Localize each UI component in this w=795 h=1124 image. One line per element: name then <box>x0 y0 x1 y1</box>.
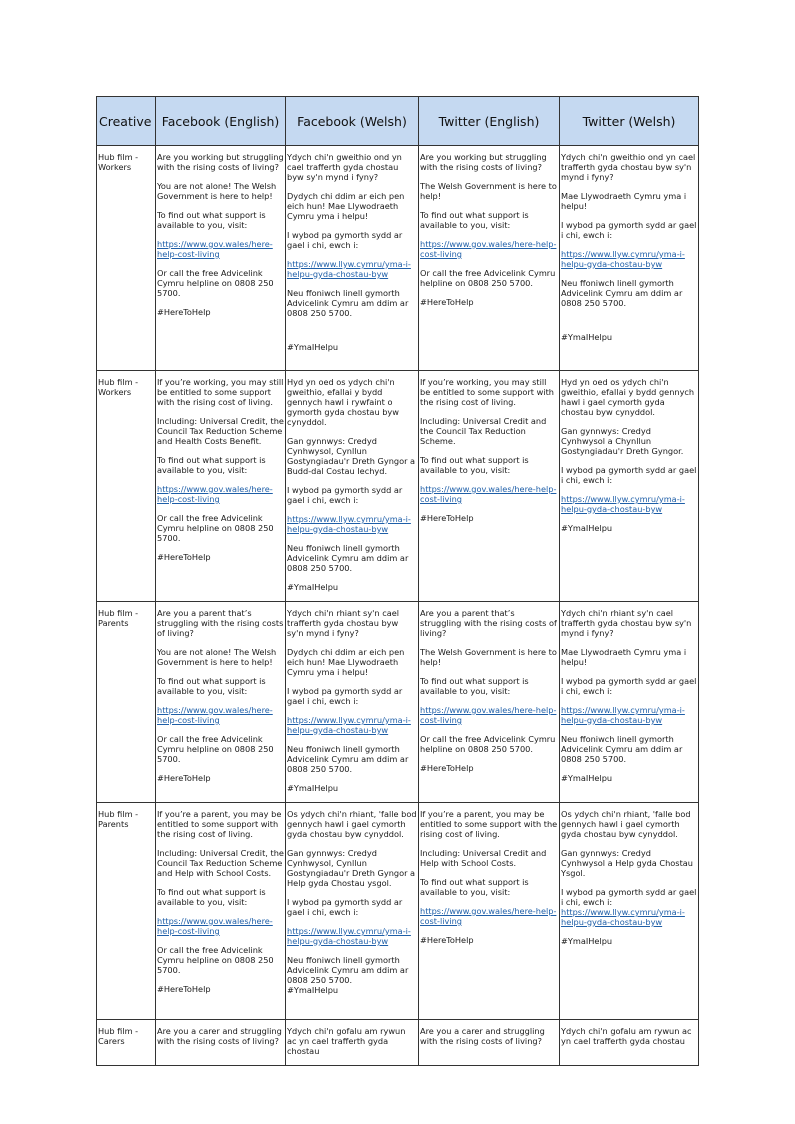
support-link[interactable]: https://www.llyw.cymru/yma-i-helpu-gyda-chostau-byw <box>561 494 685 514</box>
table-row <box>97 803 699 1020</box>
twitter-english-cell <box>419 371 560 602</box>
creative-cell: Hub film - Carers <box>97 1020 156 1066</box>
copy-line: I wybod pa gymorth sydd ar gael i chi, ewch i: <box>561 676 697 696</box>
facebook-welsh-cell <box>286 803 419 1020</box>
creative-cell: Hub film - Parents <box>97 803 156 1020</box>
copy-line: Hyd yn oed os ydych chi'n gweithio, efallai y bydd gennych hawl i gael cymorth gyda chostau byw cynyddol. <box>561 377 695 417</box>
table-row <box>97 602 699 803</box>
hashtag: #YmaIHelpu <box>287 985 339 995</box>
support-link[interactable]: https://www.gov.wales/here-help-cost-living <box>420 484 557 504</box>
copy-line: Neu ffoniwch linell gymorth Advicelink Cymru am ddim ar 0808 250 5700. <box>287 955 409 985</box>
hashtag: #YmaIHelpu <box>561 936 613 946</box>
copy-line: If you’re working, you may still be entitled to some support with the rising cost of living. <box>420 377 554 407</box>
hashtag: #YmaIHelpu <box>561 332 613 342</box>
copy-line: Mae Llywodraeth Cymru yma i helpu! <box>561 647 687 667</box>
copy-line: Os ydych chi'n rhiant, 'falle bod gennych hawl i gael cymorth gyda chostau byw cynyddol. <box>287 809 417 839</box>
support-link[interactable]: https://www.llyw.cymru/yma-i-helpu-gyda-chostau-byw <box>561 249 685 269</box>
document-page <box>96 96 698 1056</box>
header-facebook-english: Facebook (English) <box>156 97 286 146</box>
hashtag: #YmaIHelpu <box>561 773 613 783</box>
copy-line: Gan gynnwys: Credyd Cynhwysol, Cynllun Gostyngiadau'r Dreth Gyngor a Help gyda Chostau ysgol. <box>287 848 416 888</box>
copy-line: Ydych chi'n rhiant sy'n cael trafferth gyda chostau byw sy'n mynd i fyny? <box>287 608 400 638</box>
copy-line: Hyd yn oed os ydych chi'n gweithio, efallai y bydd gennych hawl i rywfaint o gymorth gyda chostau byw cynyddol. <box>287 377 399 427</box>
support-link[interactable]: https://www.llyw.cymru/yma-i-helpu-gyda-chostau-byw <box>287 514 411 534</box>
hashtag: #HereToHelp <box>420 297 474 307</box>
table-row <box>97 1020 699 1066</box>
copy-line: Are you working but struggling with the rising costs of living? <box>420 152 547 172</box>
copy-line: Neu ffoniwch linell gymorth Advicelink Cymru am ddim ar 0808 250 5700. <box>287 288 409 318</box>
hashtag: #HereToHelp <box>157 773 211 783</box>
copy-line: If you’re a parent, you may be entitled to some support with the rising cost of living. <box>420 809 558 839</box>
hashtag: #HereToHelp <box>157 984 211 994</box>
social-copy-table <box>96 96 699 1066</box>
copy-line: To find out what support is available to you, visit: <box>157 455 266 475</box>
twitter-english-cell <box>419 1020 560 1066</box>
copy-line: If you’re a parent, you may be entitled to some support with the rising cost of living. <box>157 809 282 839</box>
copy-line: To find out what support is available to you, visit: <box>420 455 529 475</box>
copy-line: I wybod pa gymorth sydd ar gael i chi, ewch i: <box>287 686 403 706</box>
hashtag: #YmaIHelpu <box>287 582 339 592</box>
twitter-welsh-cell <box>560 371 699 602</box>
hashtag: #HereToHelp <box>157 552 211 562</box>
table-row <box>97 371 699 602</box>
header-twitter-english: Twitter (English) <box>419 97 560 146</box>
copy-line: Neu ffoniwch linell gymorth Advicelink Cymru am ddim ar 0808 250 5700. <box>287 744 409 774</box>
support-link[interactable]: https://www.llyw.cymru/yma-i-helpu-gyda-chostau-byw <box>287 715 411 735</box>
copy-line: Are you a carer and struggling with the rising costs of living? <box>420 1026 545 1046</box>
twitter-welsh-cell <box>560 602 699 803</box>
twitter-english-cell <box>419 602 560 803</box>
copy-line: To find out what support is available to you, visit: <box>420 676 529 696</box>
copy-line: Ydych chi'n rhiant sy'n cael trafferth gyda chostau byw sy'n mynd i fyny? <box>561 608 692 638</box>
copy-line: Neu ffoniwch linell gymorth Advicelink Cymru am ddim ar 0808 250 5700. <box>561 734 683 764</box>
copy-line: Neu ffoniwch linell gymorth Advicelink Cymru am ddim ar 0808 250 5700. <box>561 278 683 308</box>
hashtag: #HereToHelp <box>420 513 474 523</box>
copy-line: The Welsh Government is here to help! <box>420 647 557 667</box>
support-link[interactable]: https://www.llyw.cymru/yma-i-helpu-gyda-chostau-byw <box>287 259 411 279</box>
copy-line: Ydych chi'n gweithio ond yn cael trafferth gyda chostau byw sy'n mynd i fyny? <box>561 152 696 182</box>
support-link[interactable]: https://www.gov.wales/here-help-cost-living <box>157 239 273 259</box>
copy-line: I wybod pa gymorth sydd ar gael i chi, ewch i: <box>287 897 403 917</box>
copy-line: Neu ffoniwch linell gymorth Advicelink Cymru am ddim ar 0808 250 5700. <box>287 543 409 573</box>
hashtag: #HereToHelp <box>420 763 474 773</box>
facebook-welsh-cell <box>286 1020 419 1066</box>
copy-line: To find out what support is available to you, visit: <box>157 210 266 230</box>
copy-line: Dydych chi ddim ar eich pen eich hun! Mae Llywodraeth Cymru yma i helpu! <box>287 647 405 677</box>
support-link[interactable]: https://www.gov.wales/here-help-cost-living <box>157 705 273 725</box>
copy-line: Os ydych chi'n rhiant, 'falle bod gennych hawl i gael cymorth gyda chostau byw cynyddol. <box>561 809 691 839</box>
copy-line: Or call the free Advicelink Cymru helpline on 0808 250 5700. <box>420 268 556 288</box>
copy-line: I wybod pa gymorth sydd ar gael i chi, ewch i: <box>561 887 697 907</box>
copy-line: The Welsh Government is here to help! <box>420 181 557 201</box>
hashtag: #YmaIHelpu <box>561 523 613 533</box>
facebook-english-cell <box>156 602 286 803</box>
copy-line: Or call the free Advicelink Cymru helpline on 0808 250 5700. <box>420 734 556 754</box>
hashtag: #HereToHelp <box>420 935 474 945</box>
copy-line: Ydych chi'n gweithio ond yn cael trafferth gyda chostau byw sy'n mynd i fyny? <box>287 152 402 182</box>
copy-line: Ydych chi'n gofalu am rywun ac yn cael trafferth gyda chostau <box>287 1026 406 1056</box>
copy-line: I wybod pa gymorth sydd ar gael i chi, ewch i: <box>561 465 697 485</box>
creative-cell: Hub film - Parents <box>97 602 156 803</box>
copy-line: Or call the free Advicelink Cymru helpline on 0808 250 5700. <box>157 268 274 298</box>
header-creative: Creative <box>97 97 156 146</box>
facebook-english-cell <box>156 803 286 1020</box>
twitter-english-cell <box>419 146 560 371</box>
facebook-english-cell <box>156 146 286 371</box>
support-link[interactable]: https://www.gov.wales/here-help-cost-living <box>157 916 273 936</box>
copy-line: Gan gynnwys: Credyd Cynhwysol, Cynllun Gostyngiadau'r Dreth Gyngor a Budd-dal Costau Iechyd. <box>287 436 416 476</box>
twitter-welsh-cell <box>560 146 699 371</box>
facebook-english-cell <box>156 371 286 602</box>
hashtag: #YmaIHelpu <box>287 342 339 352</box>
copy-line: Are you a parent that’s struggling with the rising costs of living? <box>157 608 284 638</box>
copy-line: Gan gynnwys: Credyd Cynhwysol a Chynllun Gostyngiadau'r Dreth Gyngor. <box>561 426 684 456</box>
copy-line: Mae Llywodraeth Cymru yma i helpu! <box>561 191 687 211</box>
copy-line: Or call the free Advicelink Cymru helpline on 0808 250 5700. <box>157 945 274 975</box>
support-link[interactable]: https://www.gov.wales/here-help-cost-living <box>420 705 557 725</box>
facebook-welsh-cell <box>286 371 419 602</box>
copy-line: To find out what support is available to you, visit: <box>420 210 529 230</box>
hashtag: #YmaIHelpu <box>287 783 339 793</box>
copy-line: I wybod pa gymorth sydd ar gael i chi, ewch i: <box>287 485 403 505</box>
copy-line: To find out what support is available to you, visit: <box>157 887 266 907</box>
copy-line: You are not alone! The Welsh Government is here to help! <box>157 181 277 201</box>
support-link[interactable]: https://www.gov.wales/here-help-cost-living <box>157 484 273 504</box>
copy-line: Or call the free Advicelink Cymru helpline on 0808 250 5700. <box>157 734 274 764</box>
copy-line: Ydych chi'n gofalu am rywun ac yn cael trafferth gyda chostau <box>561 1026 692 1046</box>
support-link[interactable]: https://www.llyw.cymru/yma-i-helpu-gyda-chostau-byw <box>287 926 411 946</box>
facebook-welsh-cell <box>286 146 419 371</box>
creative-cell: Hub film - Workers <box>97 371 156 602</box>
copy-line: Are you a parent that’s struggling with the rising costs of living? <box>420 608 557 638</box>
facebook-english-cell <box>156 1020 286 1066</box>
support-link[interactable]: https://www.gov.wales/here-help-cost-living <box>420 906 557 926</box>
hashtag: #HereToHelp <box>157 307 211 317</box>
copy-line: If you’re working, you may still be entitled to some support with the rising cost of living. <box>157 377 284 407</box>
copy-line: I wybod pa gymorth sydd ar gael i chi, ewch i: <box>561 220 697 240</box>
header-row <box>97 97 699 146</box>
copy-line: Including: Universal Credit and Help with School Costs. <box>420 848 547 868</box>
copy-line: You are not alone! The Welsh Government is here to help! <box>157 647 277 667</box>
facebook-welsh-cell <box>286 602 419 803</box>
support-link[interactable]: https://www.llyw.cymru/yma-i-helpu-gyda-chostau-byw <box>561 705 685 725</box>
copy-line: To find out what support is available to you, visit: <box>420 877 529 897</box>
copy-line: Including: Universal Credit, the Council Tax Reduction Scheme and Help with School Costs. <box>157 848 284 878</box>
creative-cell: Hub film - Workers <box>97 146 156 371</box>
copy-line: Are you a carer and struggling with the rising costs of living? <box>157 1026 282 1046</box>
copy-line: Including: Universal Credit and the Council Tax Reduction Scheme. <box>420 416 547 446</box>
twitter-welsh-cell <box>560 803 699 1020</box>
copy-line: Or call the free Advicelink Cymru helpline on 0808 250 5700. <box>157 513 274 543</box>
copy-line: I wybod pa gymorth sydd ar gael i chi, ewch i: <box>287 230 403 250</box>
copy-line: Gan gynnwys: Credyd Cynhwysol a Help gyda Chostau Ysgol. <box>561 848 693 878</box>
support-link[interactable]: https://www.gov.wales/here-help-cost-living <box>420 239 557 259</box>
twitter-welsh-cell <box>560 1020 699 1066</box>
header-twitter-welsh: Twitter (Welsh) <box>560 97 699 146</box>
copy-line: Are you working but struggling with the rising costs of living? <box>157 152 284 172</box>
copy-line: Including: Universal Credit, the Council Tax Reduction Scheme and Health Costs Benefit. <box>157 416 284 446</box>
header-facebook-welsh: Facebook (Welsh) <box>286 97 419 146</box>
support-link[interactable]: https://www.llyw.cymru/yma-i-helpu-gyda-chostau-byw <box>561 907 685 927</box>
twitter-english-cell <box>419 803 560 1020</box>
table-row <box>97 146 699 371</box>
copy-line: Dydych chi ddim ar eich pen eich hun! Mae Llywodraeth Cymru yma i helpu! <box>287 191 405 221</box>
copy-line: To find out what support is available to you, visit: <box>157 676 266 696</box>
